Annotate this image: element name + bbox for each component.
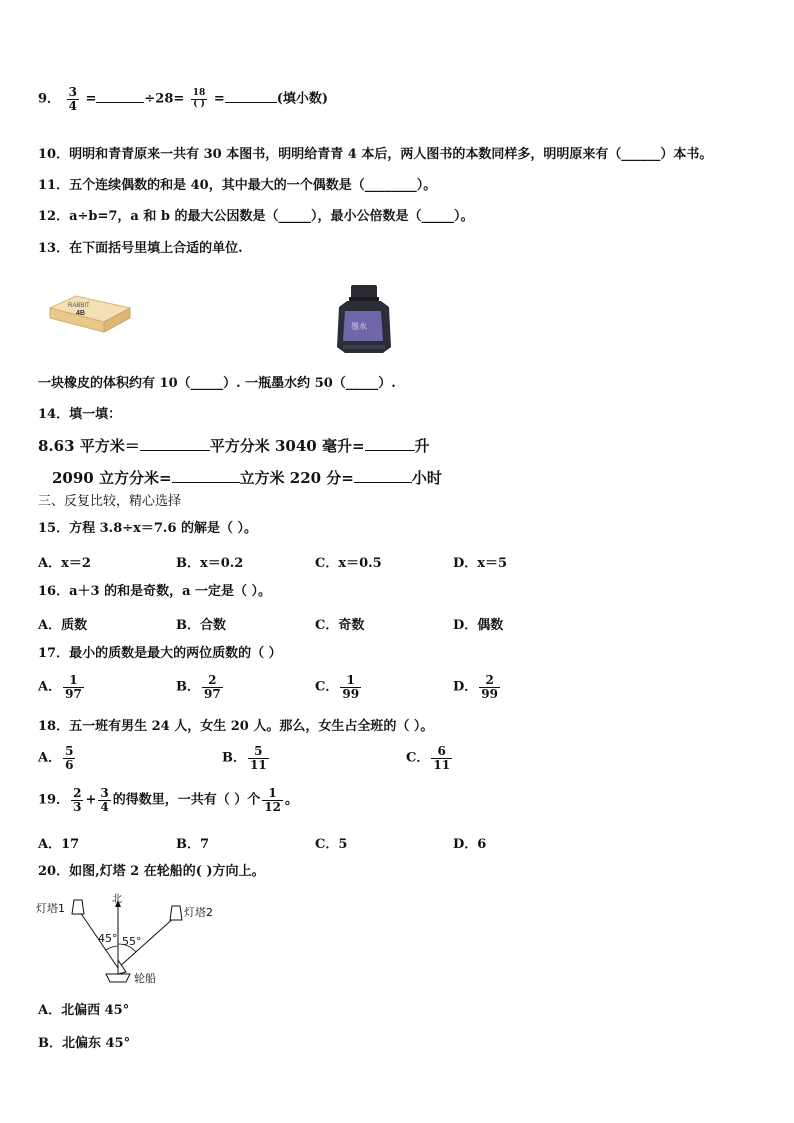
answer-blank[interactable] xyxy=(172,470,240,483)
fraction: $\frac{6}{11}$ xyxy=(433,744,451,772)
option-a[interactable]: A．北偏西 45° xyxy=(38,1003,130,1018)
option-a[interactable]: A． $\frac{5}{6}$ xyxy=(38,744,74,772)
ship-label: 轮船 xyxy=(134,972,156,985)
ink-bottle-image xyxy=(333,283,395,355)
question-11: 11．五个连续偶数的和是 40，其中最大的一个偶数是（________）。 xyxy=(38,178,437,193)
option-c[interactable]: C． $\frac{1}{99}$ xyxy=(315,673,360,701)
fraction: $\frac{2}{3}$ xyxy=(73,786,82,814)
question-14: 14．填一填： xyxy=(38,407,122,422)
question-16: 16．a＋3 的和是奇数，a 一定是（ ）。 xyxy=(38,584,272,599)
option-c[interactable]: C．5 xyxy=(315,837,348,852)
lighthouse-2-label: 灯塔2 xyxy=(184,906,213,919)
question-17: 17．最小的质数是最大的两位质数的（ ） xyxy=(38,646,282,661)
answer-blank[interactable] xyxy=(96,90,144,103)
option-c[interactable]: C．奇数 xyxy=(315,618,365,633)
question-18: 18．五一班有男生 24 人，女生 20 人。那么，女生占全班的（ ）。 xyxy=(38,719,434,734)
question-13: 13．在下面括号里填上合适的单位. xyxy=(38,241,243,256)
option-d[interactable]: D．6 xyxy=(453,837,487,852)
lighthouse-1-icon xyxy=(72,900,84,914)
option-c[interactable]: C． $\frac{6}{11}$ xyxy=(406,744,451,772)
option-d[interactable]: D．偶数 xyxy=(453,618,504,633)
question-10: 10．明明和青青原来一共有 30 本图书，明明给青青 4 本后，两人图书的本数同样多，明明原来有（______）本书。 xyxy=(38,147,713,162)
option-a[interactable]: A．质数 xyxy=(38,618,88,633)
fraction: $\frac{2}{97}$ xyxy=(204,673,221,701)
fraction: $\frac{5}{6}$ xyxy=(65,744,74,772)
option-d[interactable]: D．x＝5 xyxy=(453,556,508,571)
angle-45-label: 45° xyxy=(98,932,118,945)
fraction: $\frac{5}{11}$ xyxy=(250,744,267,772)
question-19: 19． $\frac{2}{3}$ + $\frac{3}{4}$ 的得数里，一共有（ ）个 $\frac{1}{12}$ 。 xyxy=(38,786,298,814)
svg-text:RABBIT: RABBIT xyxy=(68,303,90,309)
lighthouse-2-icon xyxy=(170,906,182,920)
option-c[interactable]: C．x＝0.5 xyxy=(315,556,382,571)
fraction: $\frac{18}{( )}$ xyxy=(192,88,206,109)
north-label: 北 xyxy=(112,894,122,905)
option-d[interactable]: D． $\frac{2}{99}$ xyxy=(453,673,498,701)
answer-blank[interactable] xyxy=(140,438,210,451)
option-a[interactable]: A． $\frac{1}{97}$ xyxy=(38,673,82,701)
fraction: $\frac{1}{12}$ xyxy=(264,786,281,814)
answer-blank[interactable] xyxy=(225,90,277,103)
fraction: $\frac{2}{99}$ xyxy=(481,673,498,701)
question-14-row-2: 2090 立方分米= 立方米 220 分= 小时 xyxy=(52,469,442,487)
question-9: 9． $\frac{3}{4}$ = ÷28= $\frac{18}{( )}$ = (填小数) xyxy=(38,85,329,113)
fraction: $\frac{1}{99}$ xyxy=(342,673,360,701)
svg-text:墨水: 墨水 xyxy=(351,322,367,331)
answer-blank[interactable] xyxy=(354,470,412,483)
lighthouse-1-label: 灯塔1 xyxy=(36,902,65,915)
fraction: $\frac{3}{4}$ xyxy=(68,85,77,113)
option-a[interactable]: A．17 xyxy=(38,837,80,852)
option-b[interactable]: B． $\frac{2}{97}$ xyxy=(176,673,221,701)
question-13-answer: 一块橡皮的体积约有 10（_____）. 一瓶墨水约 50（_____）. xyxy=(38,376,396,391)
angle-55-label: 55° xyxy=(122,935,142,948)
fraction: $\frac{3}{4}$ xyxy=(100,786,109,814)
option-b[interactable]: B．北偏东 45° xyxy=(38,1036,131,1051)
angle-arc-45 xyxy=(106,946,118,950)
ship-icon xyxy=(106,974,130,982)
option-b[interactable]: B．合数 xyxy=(176,618,226,633)
question-15: 15．方程 3.8÷x＝7.6 的解是（ ）。 xyxy=(38,521,258,536)
option-b[interactable]: B． $\frac{5}{11}$ xyxy=(222,744,267,772)
option-b[interactable]: B．7 xyxy=(176,837,210,852)
question-14-row-1: 8.63 平方米＝ 平方分米 3040 毫升= 升 xyxy=(38,437,430,455)
question-12: 12．a÷b=7，a 和 b 的最大公因数是（_____），最小公倍数是（_____）。 xyxy=(38,209,474,224)
section-3-heading: 三、反复比较，精心选择 xyxy=(38,494,182,509)
question-20: 20．如图,灯塔 2 在轮船的( )方向上。 xyxy=(38,864,265,879)
option-b[interactable]: B．x＝0.2 xyxy=(176,556,244,571)
eraser-image xyxy=(46,290,132,336)
option-a[interactable]: A．x＝2 xyxy=(38,556,91,571)
svg-text:4B: 4B xyxy=(76,310,85,317)
answer-blank[interactable] xyxy=(365,438,415,451)
lighthouse-diagram xyxy=(36,890,236,990)
fraction: $\frac{1}{97}$ xyxy=(65,673,82,701)
